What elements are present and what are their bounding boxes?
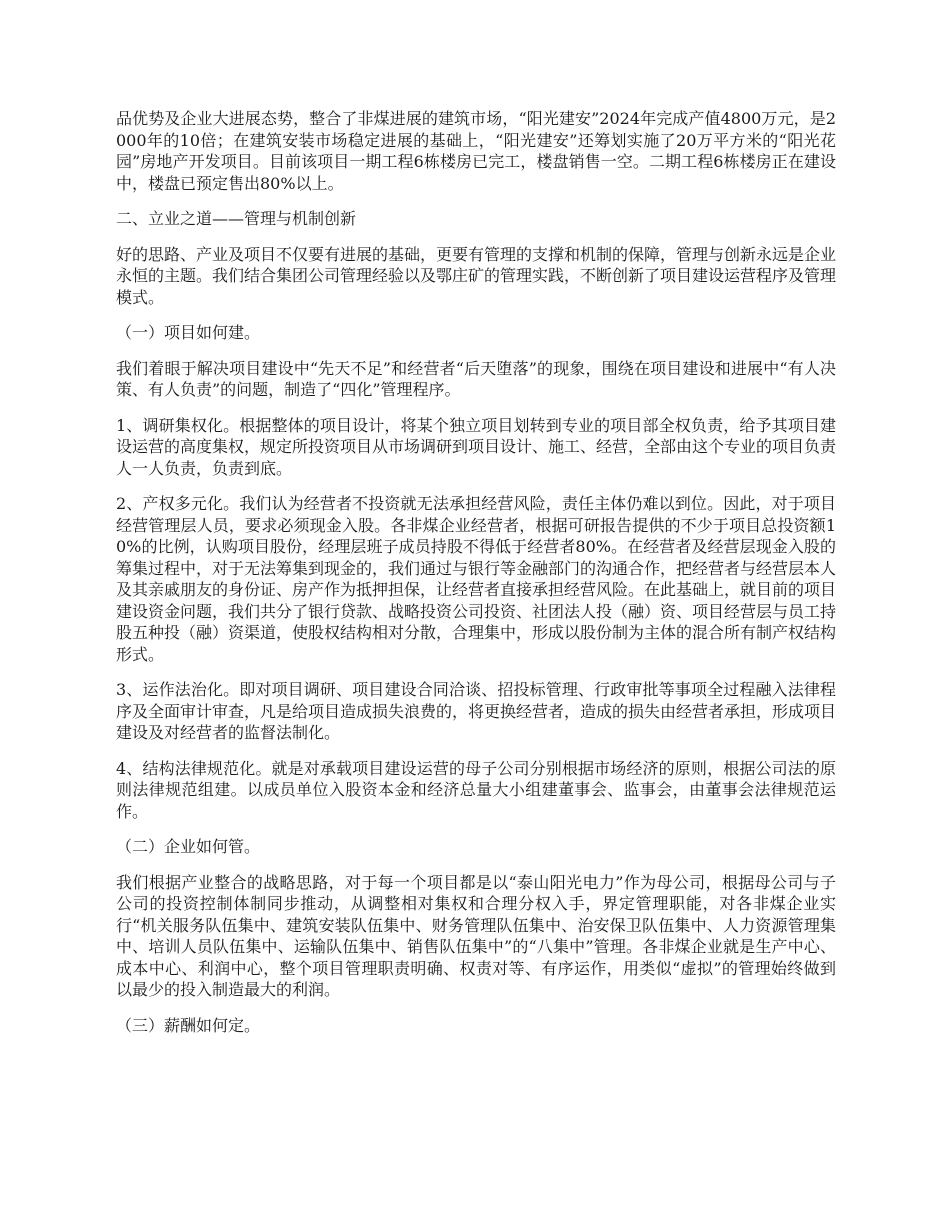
numbered-paragraph: 4、结构法律规范化。就是对承载项目建设运营的母子公司分别根据市场经济的原则，根据公司法的原则法律规范组建。以成员单位入股资本金和经济总量大小组建董事会、监事会，由董事会法律规范运作。: [116, 758, 836, 821]
section-heading: 二、立业之道——管理与机制创新: [116, 209, 357, 228]
subsection-heading: （二）企业如何管。: [116, 837, 261, 856]
subsection-heading: （一）项目如何建。: [116, 323, 261, 342]
numbered-paragraph: 1、调研集权化。根据整体的项目设计，将某个独立项目划转到专业的项目部全权负责，给予其项目建设运营的高度集权，规定所投资项目从市场调研到项目设计、施工、经营，全部由这个专业的项目负责人一人负责，负责到底。: [116, 415, 837, 478]
body-paragraph: 好的思路、产业及项目不仅要有进展的基础，更要有管理的支撑和机制的保障，管理与创新永远是企业永恒的主题。我们结合集团公司管理经验以及鄂庄矿的管理实践，不断创新了项目建设运营程序及管理模式。: [116, 244, 837, 307]
body-paragraph: 我们根据产业整合的战略思路，对于每一个项目都是以“泰山阳光电力”作为母公司，根据母公司与子公司的投资控制体制同步推动，从调整相对集权和合理分权入手，界定管理职能，对各非煤企业实行“机关服务队伍集中、建筑安装队伍集中、财务管理队伍集中、治安保卫队伍集中、人力资源管理集中、培训人员队伍集中、运输队伍集中、销售队伍集中”的“八集中”管理。各非煤企业就是生产中心、成本中心、利润中心，整个项目管理职责明确、权责对等、有序运作，用类似“虚拟”的管理始终做到以最少的投入制造最大的利润。: [116, 872, 836, 999]
numbered-paragraph: 2、产权多元化。我们认为经营者不投资就无法承担经营风险，责任主体仍难以到位。因此，对于项目经营管理层人员，要求必须现金入股。各非煤企业经营者，根据可研报告提供的不少于项目总投资额10%的比例，认购项目股份，经理层班子成员持股不得低于经营者80%。在经营者及经营层现金入股的筹集过程中，对于无法筹集到现金的，我们通过与银行等金融部门的沟通合作，把经营者与经营层本人及其亲戚朋友的身份证、房产作为抵押担保，让经营者直接承担经营风险。在此基础上，就目前的项目建设资金问题，我们共分了银行贷款、战略投资公司投资、社团法人投（融）资、项目经营层与员工持股五种投（融）资渠道，使股权结构相对分散，合理集中，形成以股份制为主体的混合所有制产权结构形式。: [116, 494, 837, 664]
body-paragraph: 品优势及企业大进展态势，整合了非煤进展的建筑市场，“阳光建安”2024年完成产值4800万元，是2000年的10倍；在建筑安装市场稳定进展的基础上，“阳光建安”还筹划实施了20万平方米的“阳光花园”房地产开发项目。目前该项目一期工程6栋楼房已完工，楼盘销售一空。二期工程6栋楼房正在建设中，楼盘已预定售出80%以上。: [116, 109, 836, 193]
subsection-heading: （三）薪酬如何定。: [116, 1015, 261, 1035]
numbered-paragraph: 3、运作法治化。即对项目调研、项目建设合同洽谈、招投标管理、行政审批等事项全过程融入法律程序及全面审计审查，凡是给项目造成损失浪费的，将更换经营者，造成的损失由经营者承担，形成项目建设及对经营者的监督法制化。: [116, 680, 837, 742]
document-body: [116, 108, 836, 1050]
body-paragraph: 我们着眼于解决项目建设中“先天不足”和经营者“后天堕落”的现象，围绕在项目建设和进展中“有人决策、有人负责”的问题，制造了“四化”管理程序。: [116, 358, 836, 399]
